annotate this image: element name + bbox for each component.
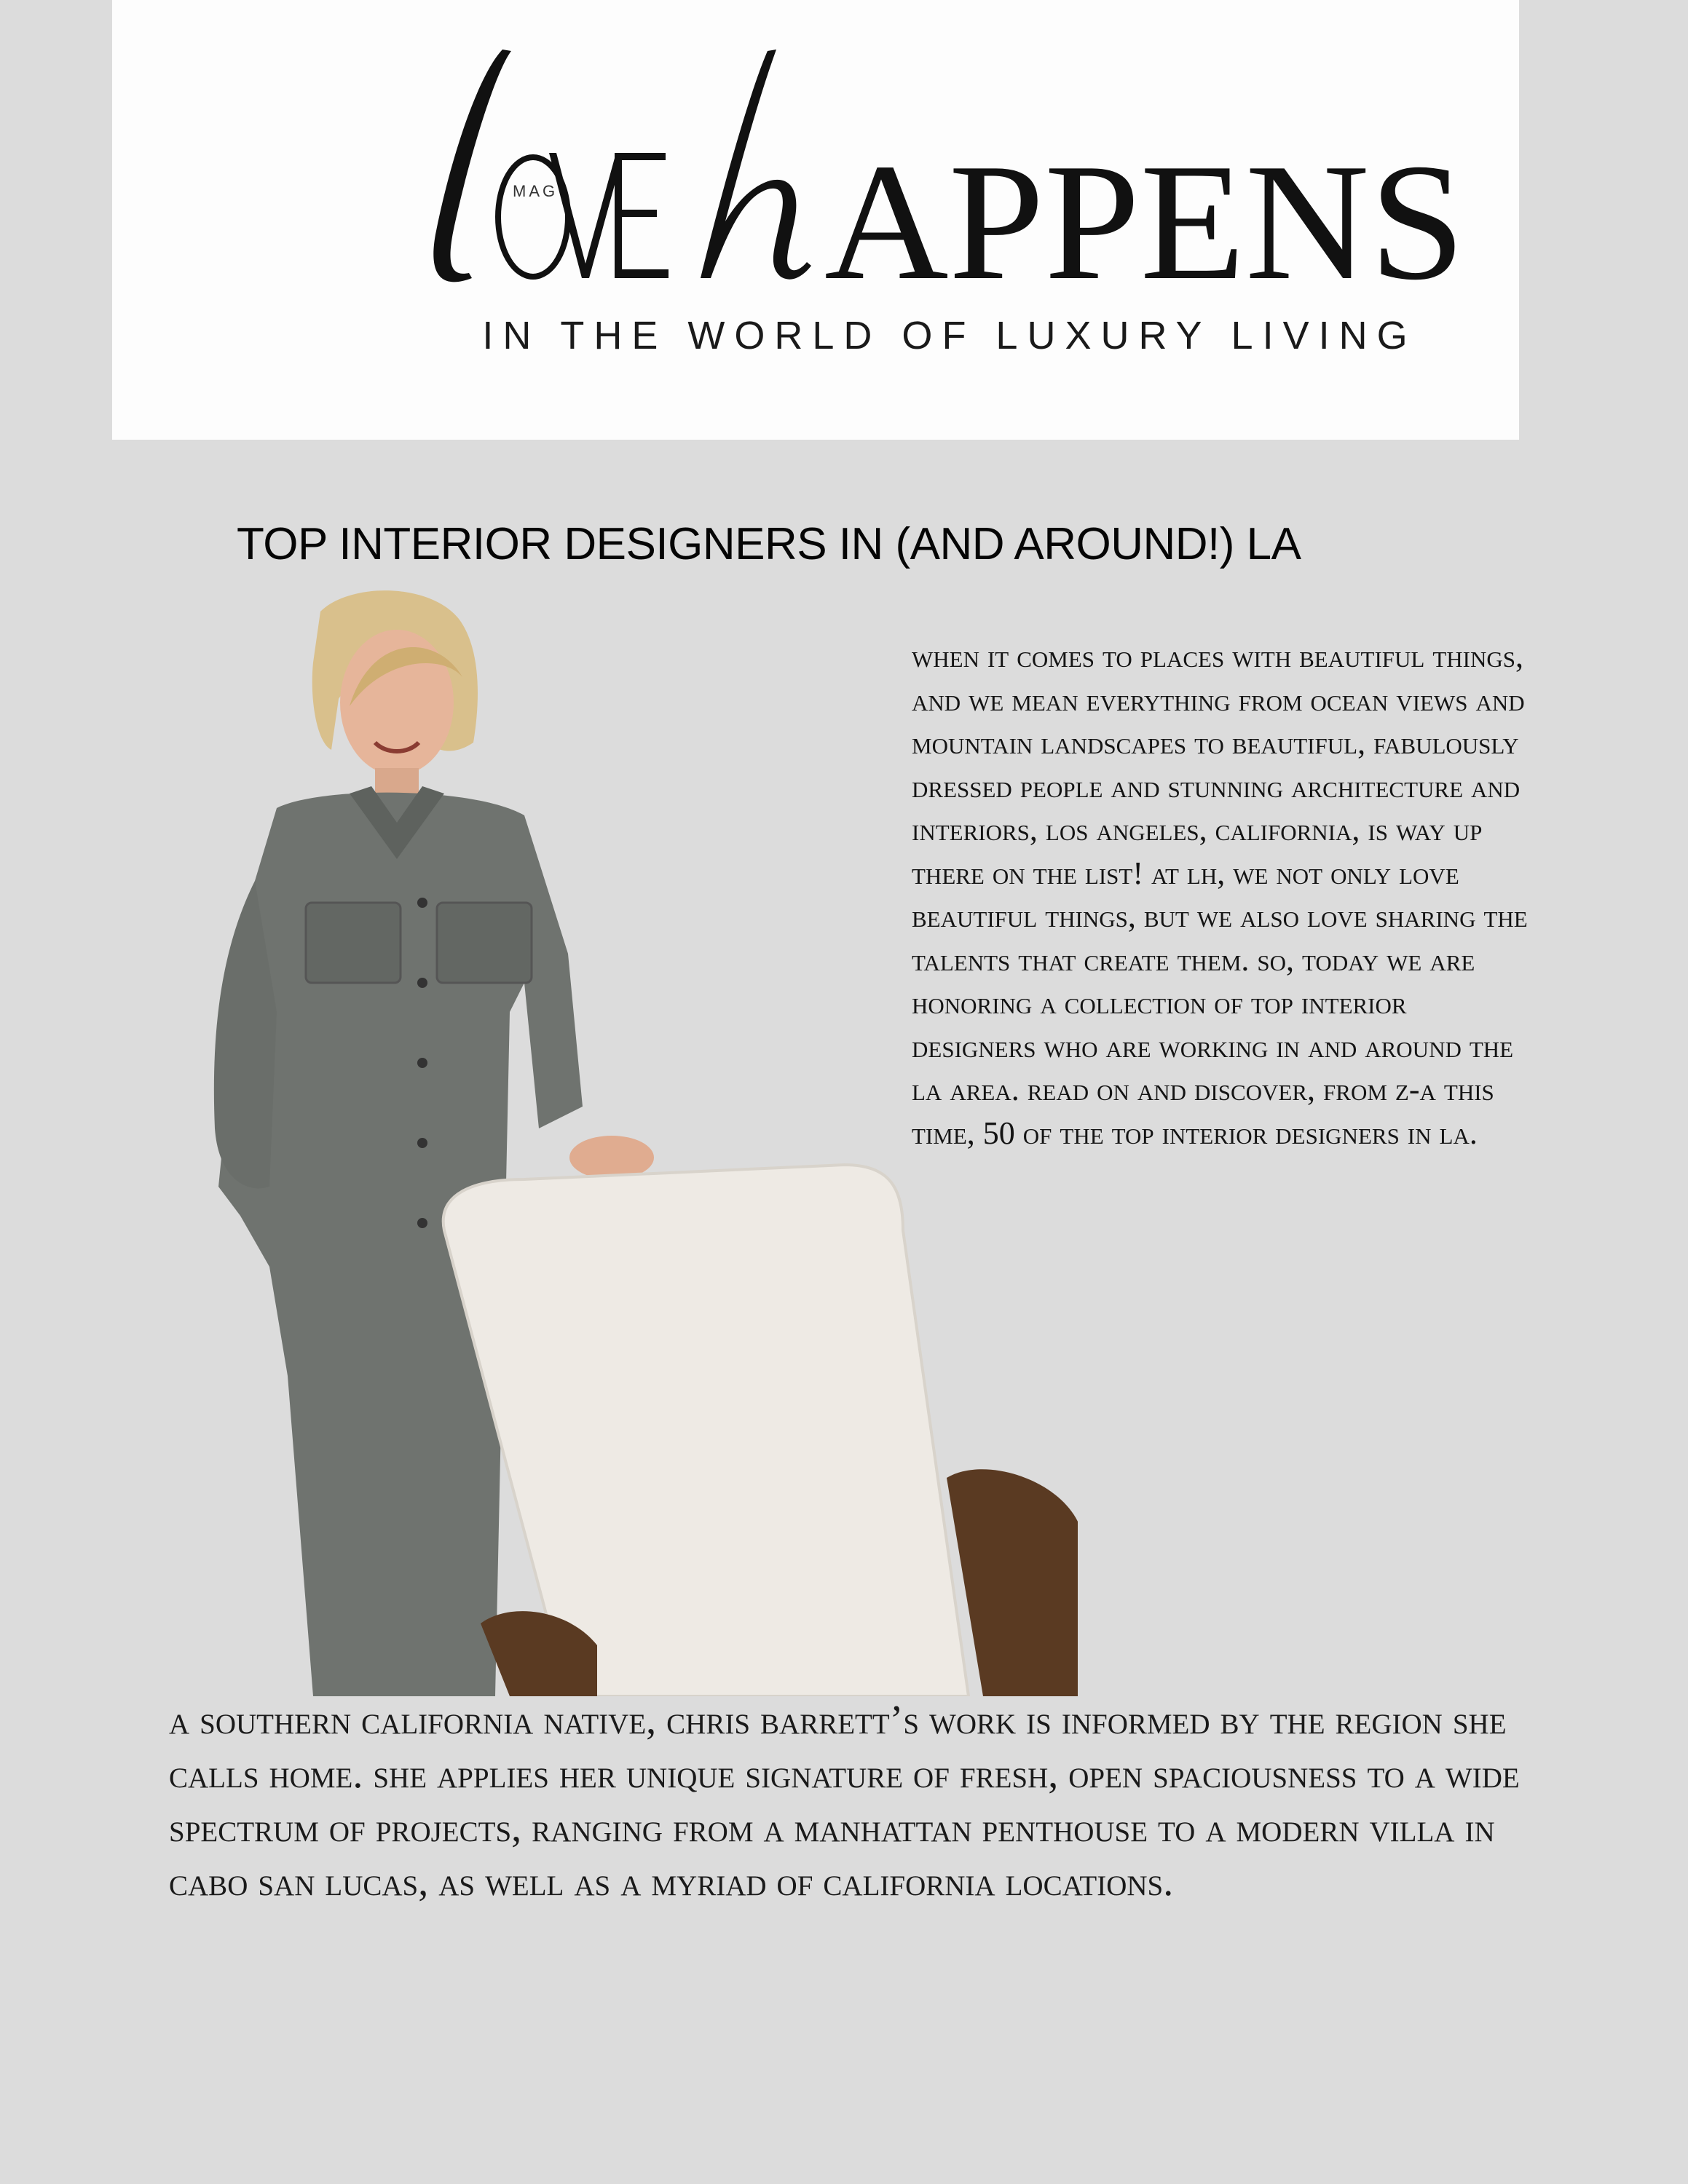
- svg-text:APPENS: APPENS: [824, 129, 1465, 291]
- body-paragraph: a southern california native, chris barrett’s work is informed by the region she calls home. she applies her unique signature of fresh, open spaciousness to a wide spectrum of projects, ranging from a manhattan penthouse to a modern villa in cabo san lucas, as well as a myriad of california locations.: [169, 1698, 1520, 1904]
- article-headline: TOP INTERIOR DESIGNERS IN (AND AROUND!) LA: [237, 519, 1301, 569]
- love-happens-logo: [425, 44, 1474, 291]
- article-intro: [912, 635, 1531, 1155]
- logo-mag-text: MAG: [513, 182, 559, 200]
- masthead-tagline: IN THE WORLD OF LUXURY LIVING: [482, 314, 1417, 357]
- intro-paragraph: when it comes to places with beautiful things, and we mean everything from ocean views and mountain landscapes to beautiful, fabulously dressed people and stunning architecture and interiors, los angeles, california, is way up there on the list! at lh, we not only love beautiful things, but we also love sharing the talents that create them. so, today we are honoring a collection of top interior designers who are working in and around the la area. read on and discover, from z-a this time, 50 of the top interior designers in la.: [912, 638, 1528, 1151]
- logo: [112, 0, 1519, 440]
- masthead: [112, 0, 1519, 440]
- article-body: [169, 1693, 1538, 1909]
